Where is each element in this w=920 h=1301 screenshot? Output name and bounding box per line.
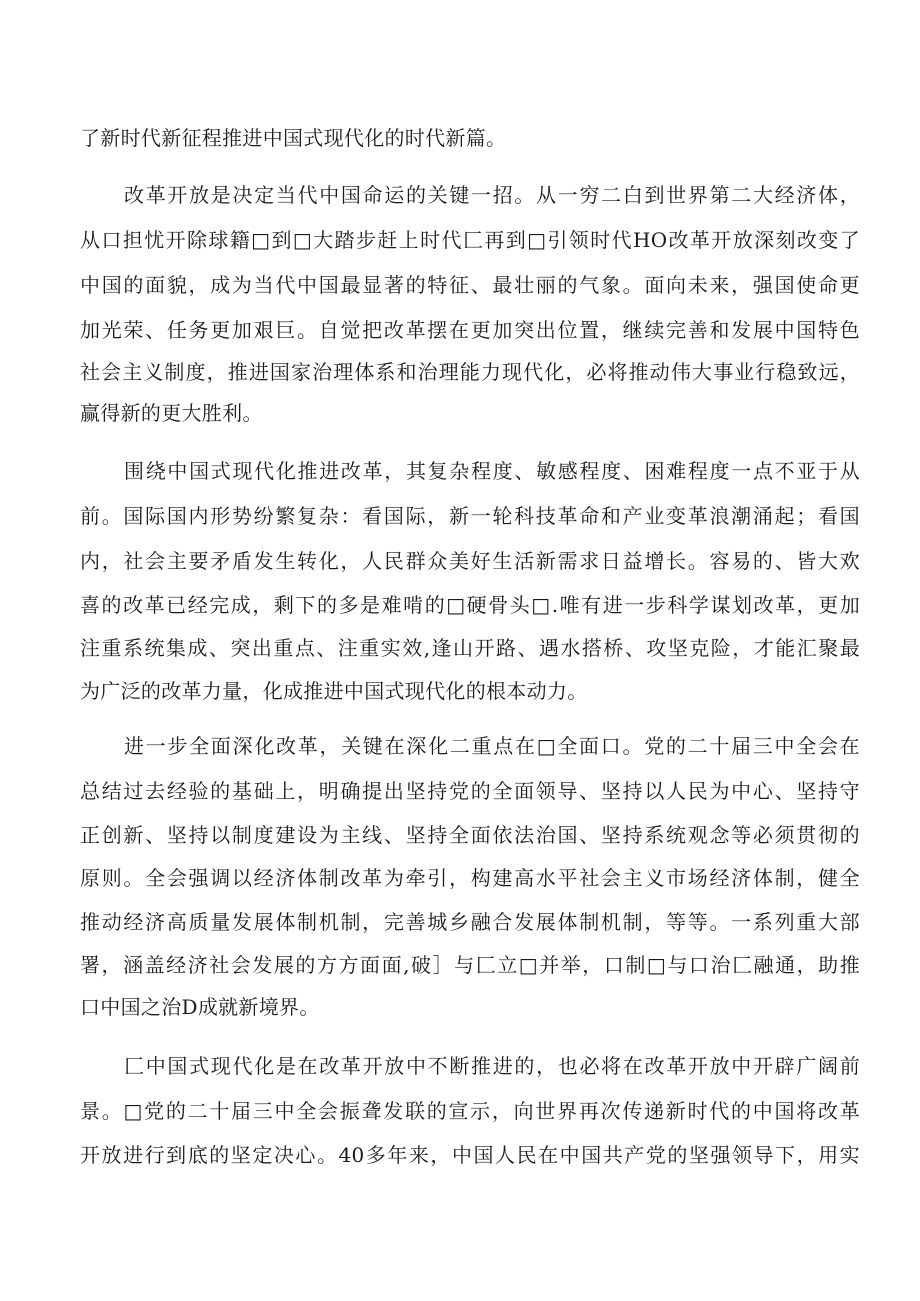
text-line: 总结过去经验的基础上，明确提出坚持党的全面领导、坚持以人民为中心、坚持守 bbox=[80, 779, 860, 803]
text-line: 改革开放是决定当代中国命运的关键一招。从一穷二白到世界第二大经济体， bbox=[124, 183, 860, 207]
text-line: 内，社会主要矛盾发生转化，人民群众美好生活新需求日益增长。容易的、皆大欢 bbox=[80, 549, 860, 573]
text-line: 了新时代新征程推进中国式现代化的时代新篇。 bbox=[80, 126, 507, 150]
text-line: 社会主义制度，推进国家治理体系和治理能力现代化，必将推动伟大事业行稳致远， bbox=[80, 360, 860, 384]
text-line: 景。□党的二十届三中全会振聋发联的宣示，向世界再次传递新时代的中国将改革 bbox=[80, 1099, 860, 1123]
text-line: 中国的面貌，成为当代中国最显著的特征、最壮丽的气象。面向未来，强国使命更 bbox=[80, 273, 860, 297]
text-line: 进一步全面深化改革，关键在深化二重点在□全面口。党的二十届三中全会在 bbox=[124, 734, 860, 758]
text-line: 原则。全会强调以经济体制改革为牵引，构建高水平社会主义市场经济体制，健全 bbox=[80, 866, 860, 890]
text-line: 口中国之治D成就新境界。 bbox=[80, 995, 320, 1019]
text-line: 喜的改革已经完成，剩下的多是难啃的□硬骨头□.唯有进一步科学谋划改革，更加 bbox=[80, 593, 860, 617]
text-line: 前。国际国内形势纷繁复杂：看国际，新一轮科技革命和产业变革浪潮涌起；看国 bbox=[80, 504, 860, 528]
text-line: 围绕中国式现代化推进改革，其复杂程度、敏感程度、困难程度一点不亚于从 bbox=[124, 459, 860, 483]
text-line: 开放进行到底的坚定决心。40多年来，中国人民在中国共产党的坚强领导下，用实 bbox=[80, 1143, 860, 1167]
text-line: 加光荣、任务更加艰巨。自觉把改革摆在更加突出位置，继续完善和发展中国特色 bbox=[80, 318, 860, 342]
text-line: 从口担忧开除球籍□到□大踏步赶上时代匚再到□引领时代HO改革开放深刻改变了 bbox=[80, 228, 860, 252]
text-line: 赢得新的更大胜利。 bbox=[80, 401, 263, 425]
text-line: 正创新、坚持以制度建设为主线、坚持全面依法治国、坚持系统观念等必须贯彻的 bbox=[80, 823, 860, 847]
text-line: 署，涵盖经济社会发展的方方面面,破］与匚立□并举，口制□与口治匚融通，助推 bbox=[80, 953, 860, 977]
text-line: 推动经济高质量发展体制机制，完善城乡融合发展体制机制，等等。一系列重大部 bbox=[80, 910, 860, 934]
text-line: 注重系统集成、突出重点、注重实效,逢山开路、遇水搭桥、攻坚克险，才能汇聚最 bbox=[80, 636, 860, 660]
text-line: 匚中国式现代化是在改革开放中不断推进的，也必将在改革开放中开辟广阔前 bbox=[124, 1054, 860, 1078]
text-line: 为广泛的改革力量，化成推进中国式现代化的根本动力。 bbox=[80, 679, 588, 703]
